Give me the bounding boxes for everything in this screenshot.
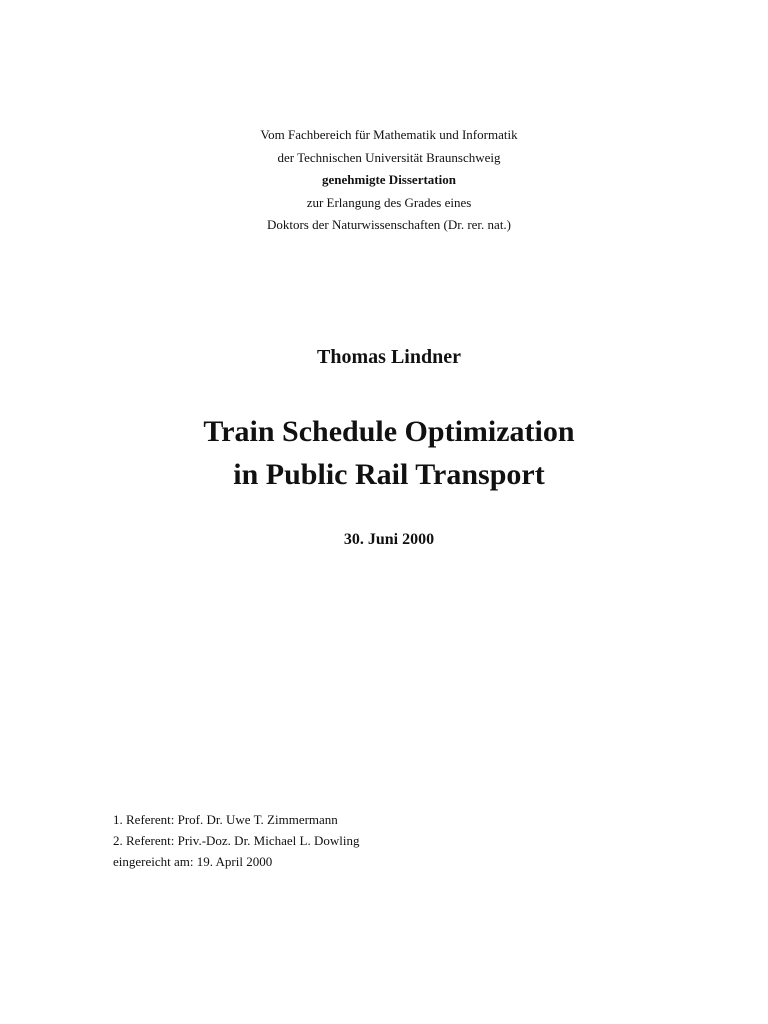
author-name: Thomas Lindner xyxy=(317,346,461,368)
degree-purpose-line: zur Erlangung des Grades eines xyxy=(306,194,472,210)
faculty-approval-block xyxy=(0,124,768,237)
second-referee: 2. Referent: Priv.-Doz. Dr. Michael L. Dowling xyxy=(113,833,360,848)
university-line: der Technischen Universität Braunschweig xyxy=(277,149,501,165)
thesis-title-line-1: Train Schedule Optimization xyxy=(203,415,575,448)
degree-name-line: Doktors der Naturwissenschaften (Dr. rer. nat.) xyxy=(266,217,512,232)
dissertation-approval-line: genehmigte Dissertation xyxy=(322,172,456,187)
faculty-line: Vom Fachbereich für Mathematik und Informatik xyxy=(260,127,518,142)
submission-date: eingereicht am: 19. April 2000 xyxy=(113,854,273,869)
thesis-date: 30. Juni 2000 xyxy=(343,531,435,548)
referees-block xyxy=(113,809,359,872)
thesis-title xyxy=(0,410,768,496)
thesis-title-line-2: in Public Rail Transport xyxy=(233,458,545,491)
first-referee: 1. Referent: Prof. Dr. Uwe T. Zimmermann xyxy=(113,812,338,827)
